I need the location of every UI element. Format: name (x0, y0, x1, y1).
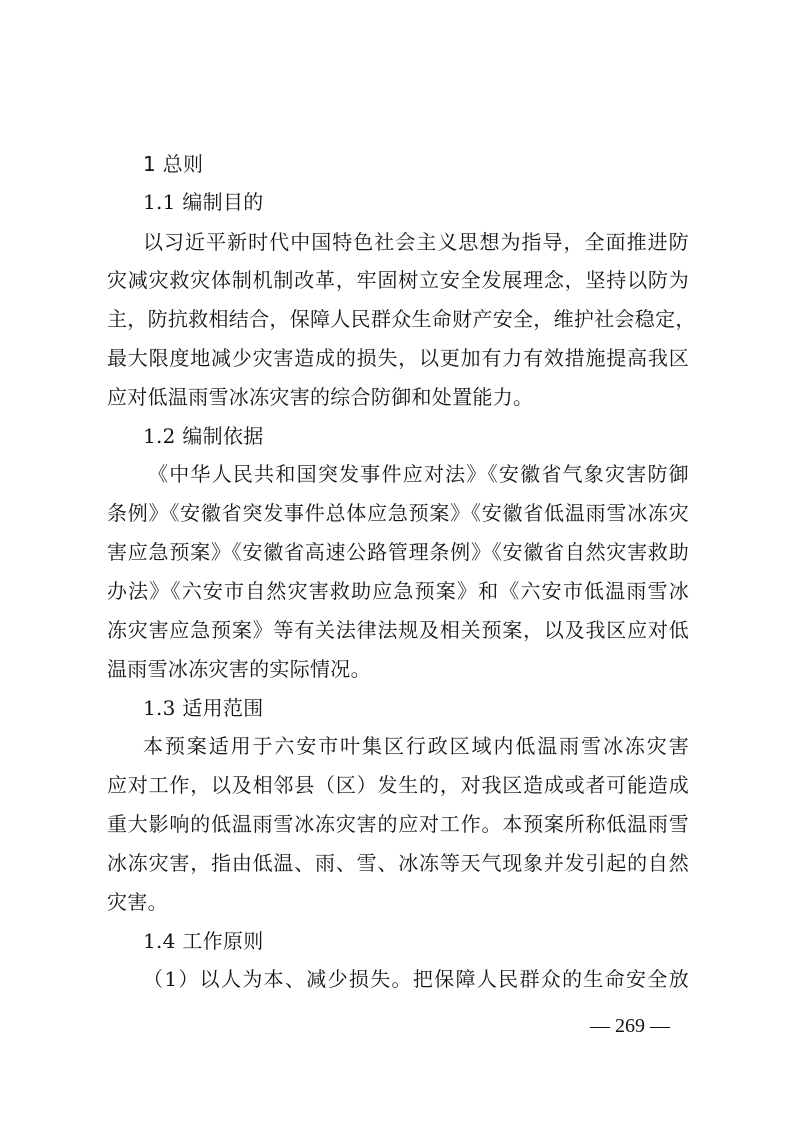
paragraph-line: 灾减灾救灾体制机制改革，牢固树立安全发展理念，坚持以防为 (107, 268, 689, 292)
paragraph-line: 冻灾害应急预案》等有关法律法规及相关预案，以及我区应对低 (107, 618, 689, 642)
subsection-title-1-2: 1.2 编制依据 (143, 424, 264, 448)
paragraph-line: 重大影响的低温雨雪冰冻灾害的应对工作。本预案所称低温雨雪 (107, 812, 689, 836)
paragraph-line: 《中华人民共和国突发事件应对法》《安徽省气象灾害防御 (148, 462, 689, 486)
subsection-title-1-1: 1.1 编制目的 (143, 190, 264, 214)
paragraph-line: （1）以人为本、减少损失。把保障人民群众的生命安全放 (143, 967, 689, 991)
paragraph-line: 冰冻灾害，指由低温、雨、雪、冰冻等天气现象并发引起的自然 (107, 851, 689, 875)
section-title: 1 总则 (143, 152, 204, 176)
paragraph-line: 害应急预案》《安徽省高速公路管理条例》《安徽省自然灾害救助 (107, 540, 689, 564)
paragraph-line: 以习近平新时代中国特色社会主义思想为指导，全面推进防 (143, 230, 689, 254)
paragraph-line: 灾害。 (107, 890, 168, 914)
subsection-title-1-3: 1.3 适用范围 (143, 696, 264, 720)
paragraph-line: 温雨雪冰冻灾害的实际情况。 (107, 657, 371, 681)
paragraph-line: 应对工作，以及相邻县（区）发生的，对我区造成或者可能造成 (107, 773, 689, 797)
subsection-title-1-4: 1.4 工作原则 (143, 929, 264, 953)
paragraph-line: 办法》《六安市自然灾害救助应急预案》和《六安市低温雨雪冰 (107, 579, 689, 603)
paragraph-line: 本预案适用于六安市叶集区行政区域内低温雨雪冰冻灾害 (143, 734, 689, 758)
paragraph-line: 主，防抗救相结合，保障人民群众生命财产安全，维护社会稳定， (107, 307, 696, 331)
page-number: — 269 — (590, 1015, 670, 1037)
paragraph-line: 应对低温雨雪冰冻灾害的综合防御和处置能力。 (107, 385, 534, 409)
paragraph-line: 条例》《安徽省突发事件总体应急预案》《安徽省低温雨雪冰冻灾 (107, 501, 689, 525)
paragraph-line: 最大限度地减少灾害造成的损失，以更加有力有效措施提高我区 (107, 346, 689, 370)
